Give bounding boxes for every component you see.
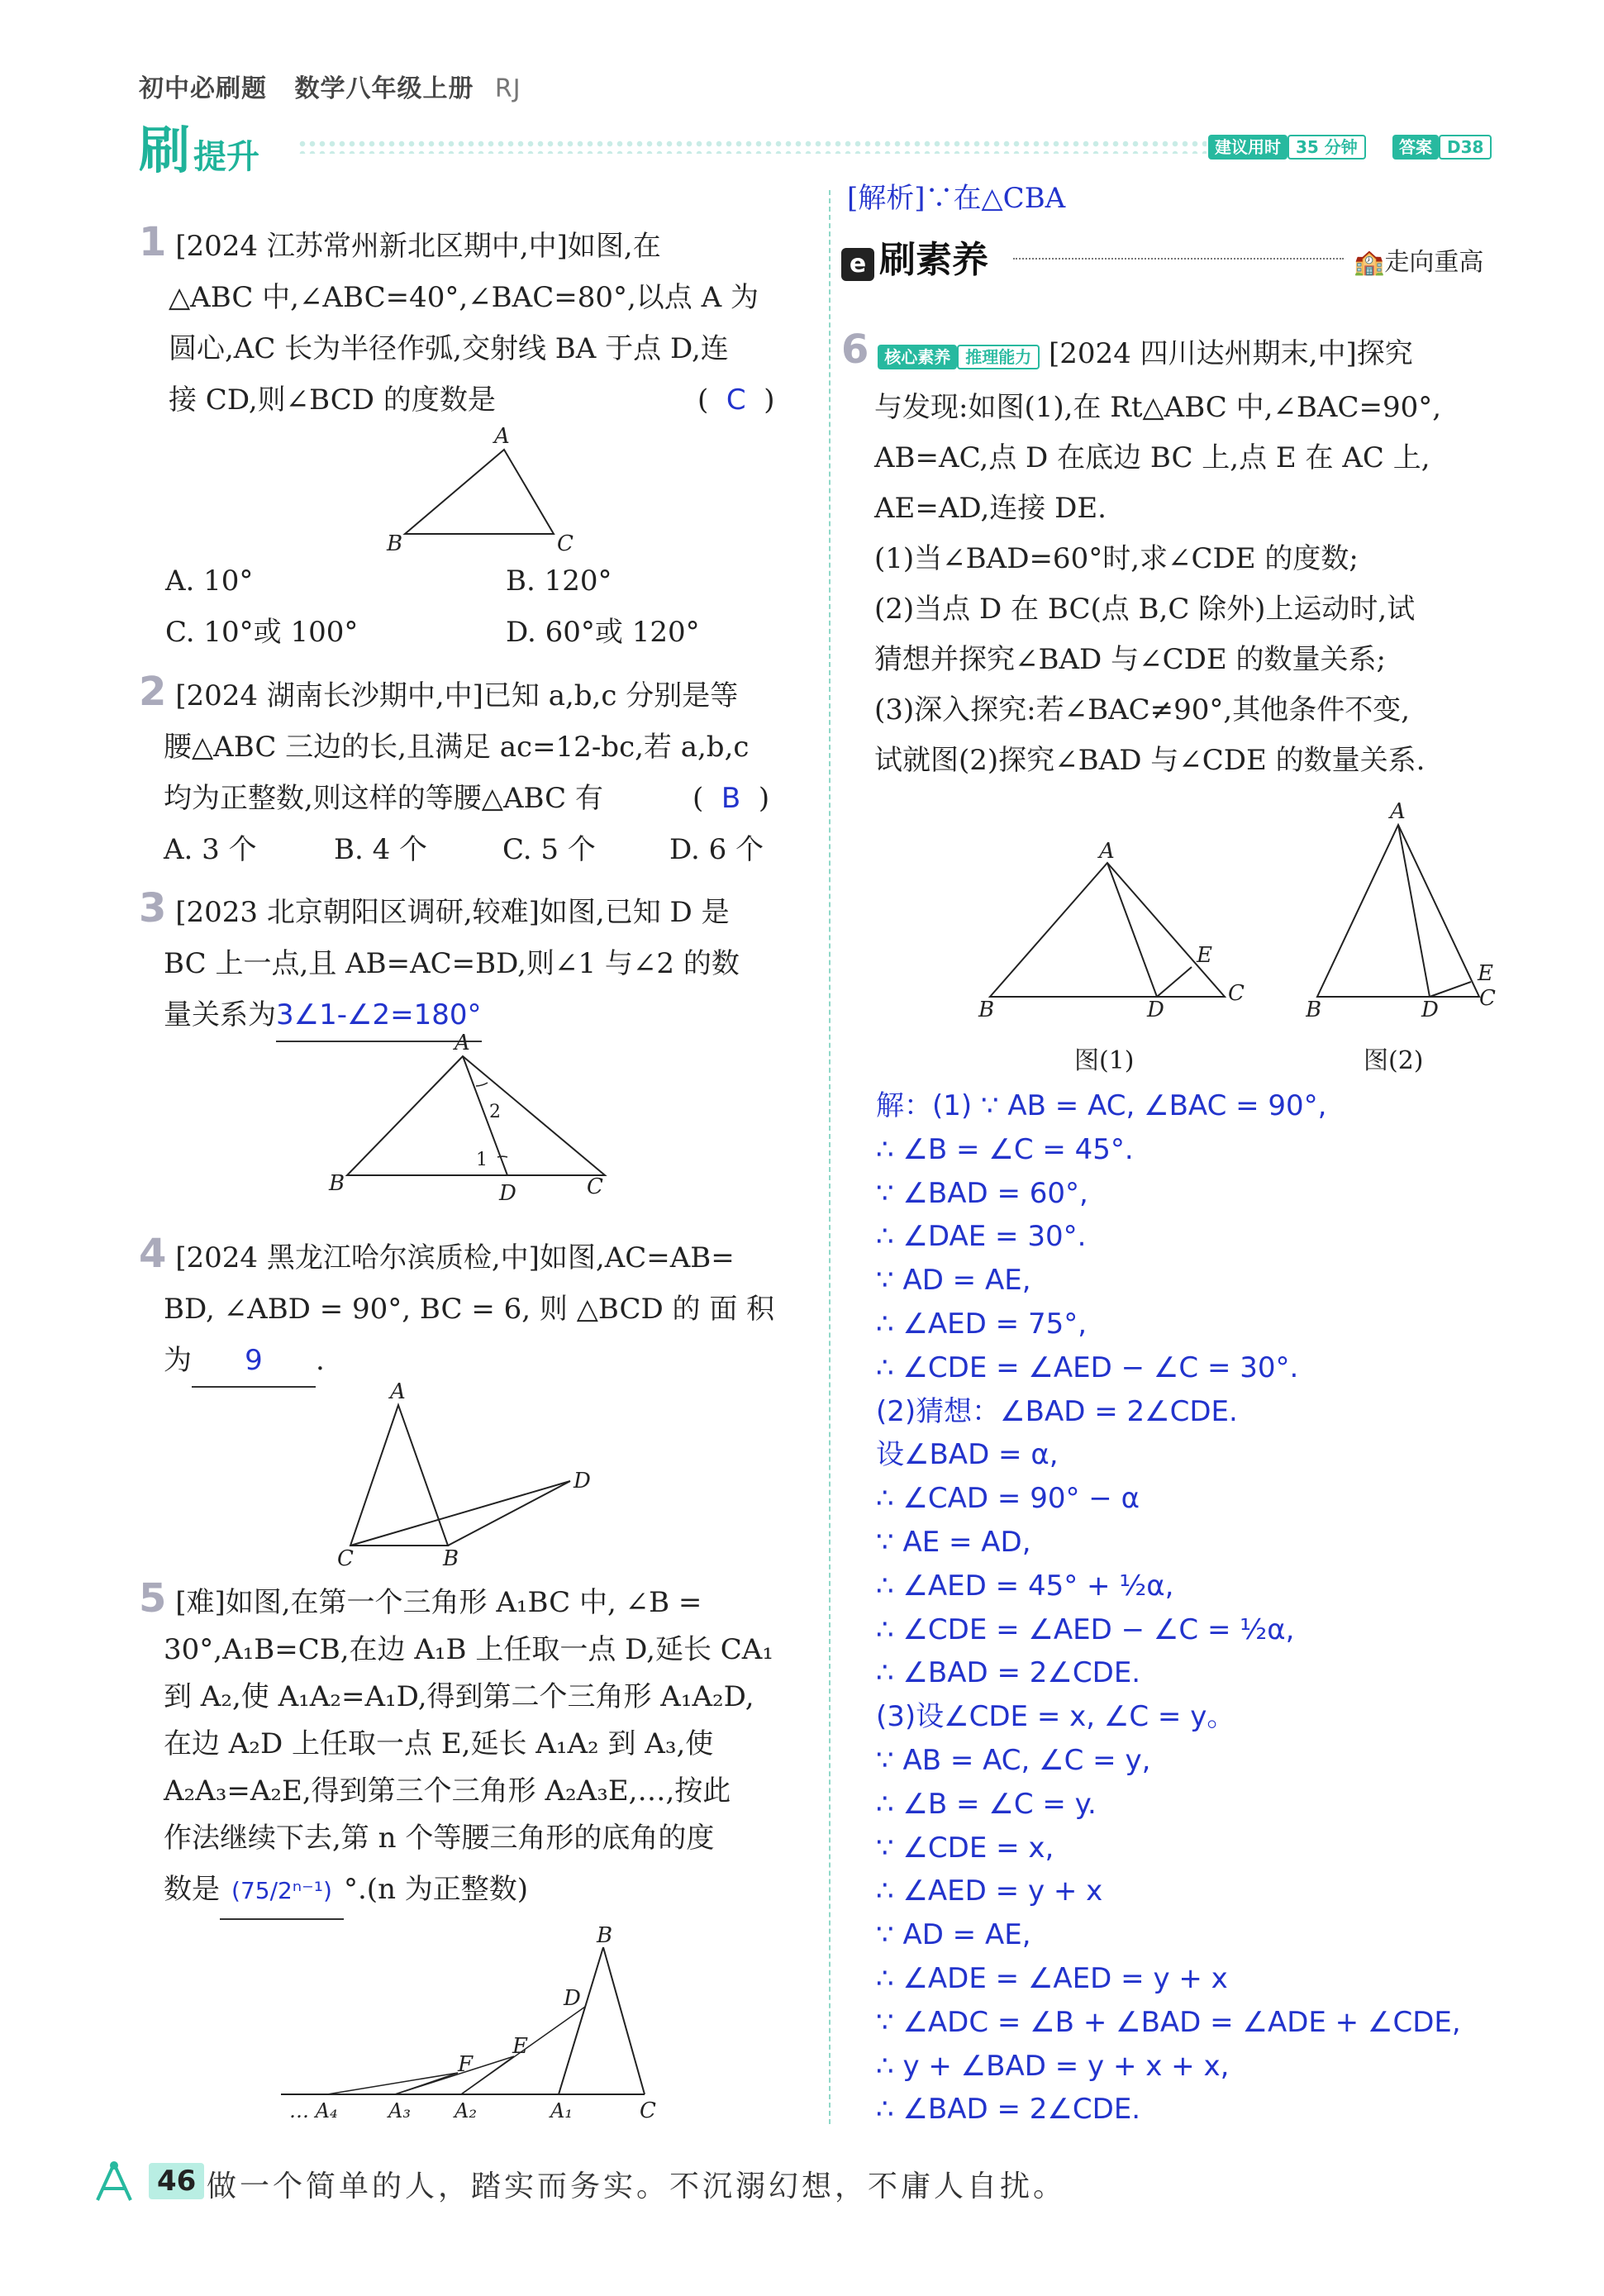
q6-line3: AB=AC,点 D 在底边 BC 上,点 E 在 AC 上, — [874, 441, 1430, 474]
q4-line1: [2024 黑龙江哈尔滨质检,中]如图,AC=AB= — [175, 1241, 735, 1274]
header-dot-band — [297, 139, 1207, 154]
q6-fig2-label-d: D — [1421, 998, 1439, 1017]
time-label: 建议用时 — [1208, 135, 1287, 160]
q3-line3: 量关系为 — [164, 998, 276, 1031]
page-number: 46 — [149, 2163, 204, 2199]
q3-label-1: 1 — [476, 1150, 488, 1170]
question-4: 4 [2024 黑龙江哈尔滨质检,中]如图,AC=AB= BD, ∠ABD = 90°, BC = 6, 则 △BCD 的 面 积 为 9 . — [139, 1228, 800, 1388]
q3-answer: 3∠1-∠2=180° — [276, 989, 482, 1042]
q4-label-c: C — [337, 1546, 354, 1569]
q6-line1: [2024 四川达州期末,中]探究 — [1049, 337, 1413, 370]
q6-tag-core: 核心素养 — [878, 345, 957, 369]
q1-option-c: C. 10°或 100° — [165, 616, 359, 649]
q5-line3: 到 A₂,使 A₁A₂=A₁D,得到第二个三角形 A₁A₂D, — [164, 1680, 754, 1713]
q3-angle-2-arc — [476, 1083, 488, 1086]
q5-line7-post: °.(n 为正整数) — [344, 1873, 529, 1906]
solution-line: 解：(1) ∵ AB = AC, ∠BAC = 90°, — [876, 1089, 1327, 1122]
solution-line: ∵ AD = AE, — [876, 1918, 1031, 1952]
q6-line4: AE=AD,连接 DE. — [874, 492, 1107, 525]
q1-label-c: C — [557, 531, 574, 554]
q5-label-a2: A₂ — [455, 2099, 477, 2122]
solution-line: ∵ ∠BAD = 60°, — [876, 1176, 1088, 1210]
section-title-text: 刷素养 — [879, 239, 988, 281]
q5-label-e: E — [512, 2034, 528, 2059]
solution-line: ∴ ∠CDE = ∠AED − ∠C = ½α, — [876, 1612, 1295, 1646]
question-5 — [139, 1575, 808, 1920]
q4-number: 4 — [139, 1231, 167, 1277]
q5-label-a4: … A₄ — [289, 2099, 338, 2122]
school-icon: 🏫 — [1354, 248, 1385, 277]
q5-line7-pre: 数是 — [164, 1873, 220, 1906]
q5-segment-a1d — [559, 2007, 585, 2094]
q5-label-a1: A₁ — [550, 2099, 573, 2122]
q3-label-d: D — [499, 1181, 516, 1206]
q1-triangle — [405, 450, 554, 534]
q1-label-a: A — [494, 424, 510, 449]
q2-number: 2 — [139, 669, 167, 715]
subject-name: 数学八年级上册 — [294, 74, 474, 103]
q5-line1: [难]如图,在第一个三角形 A₁BC 中, ∠B = — [175, 1586, 702, 1619]
brand-small: 提升 — [193, 138, 260, 176]
q4-label-d: D — [574, 1469, 591, 1493]
q5-number: 5 — [139, 1575, 167, 1622]
q5-label-a3: A₃ — [388, 2099, 411, 2122]
q1-option-a: A. 10° — [165, 564, 254, 598]
q4-label-b: B — [443, 1546, 459, 1569]
q5-label-d: D — [564, 1986, 581, 2011]
q6-fig2-label-b: B — [1306, 998, 1322, 1017]
q6-fig1-ad — [1107, 863, 1157, 997]
time-badge — [1208, 134, 1366, 158]
q4-line3: 为 — [164, 1344, 192, 1377]
solution-line: ∴ ∠DAE = 30°. — [876, 1220, 1087, 1254]
q5-line6: 作法继续下去,第 n 个等腰三角形的底角的度 — [164, 1822, 715, 1855]
q5-line2: 30°,A₁B=CB,在边 A₁B 上任取一点 D,延长 CA₁ — [164, 1633, 773, 1666]
q3-angle-1-arc — [497, 1156, 507, 1157]
q6-fig1-triangle — [990, 863, 1225, 997]
q6-figure-1 — [975, 835, 1256, 1017]
q6-fig1-label-c: C — [1228, 981, 1245, 1006]
section-dotted-rule — [1013, 258, 1344, 260]
solution-line: ∴ ∠AED = 45° + ½α, — [876, 1569, 1174, 1603]
solution-line: 设∠BAD = α, — [876, 1438, 1059, 1472]
solution-line: ∴ ∠BAD = 2∠CDE. — [876, 1656, 1141, 1690]
q2-option-d: D. 6 个 — [669, 833, 764, 866]
q6-line5: (1)当∠BAD=60°时,求∠CDE 的度数; — [874, 542, 1359, 575]
q1-line3: 圆心,AC 长为半径作弧,交射线 BA 于点 D,连 — [169, 332, 729, 365]
q6-fig2-caption: 图(2) — [1364, 1046, 1424, 1075]
q6-fig2-de — [1430, 982, 1471, 997]
question-3 — [139, 883, 800, 1042]
section-right-label — [1354, 241, 1483, 278]
brand-title — [139, 109, 259, 183]
q6-line9: 试就图(2)探究∠BAD 与∠CDE 的数量关系. — [874, 744, 1426, 777]
solution-line: ∵ AD = AE, — [876, 1264, 1031, 1298]
time-value: 35 分钟 — [1287, 135, 1366, 160]
q5-label-b: B — [597, 1923, 613, 1948]
q2-option-a: A. 3 个 — [164, 833, 257, 866]
q4-answer: 9 — [192, 1335, 316, 1388]
q2-answer: B — [721, 782, 741, 815]
solution-line: ∴ ∠AED = 75°, — [876, 1307, 1088, 1341]
answer-badge — [1392, 134, 1492, 158]
q5-segment-a3f — [395, 2073, 458, 2094]
analysis-note: [解析]∵在△CBA — [847, 182, 1066, 215]
footer-motto: 做一个简单的人，踏实而务实。不沉溺幻想，不庸人自扰。 — [207, 2170, 1067, 2203]
question-2 — [139, 666, 800, 875]
q6-figure-2 — [1306, 793, 1521, 1017]
edition: RJ — [494, 74, 521, 103]
q1-label-b: B — [387, 531, 403, 554]
section-logo-icon: e — [841, 248, 874, 281]
q1-line2: △ABC 中,∠ABC=40°,∠BAC=80°,以点 A 为 — [169, 281, 759, 314]
solution-line: ∵ ∠ADC = ∠B + ∠BAD = ∠ADE + ∠CDE, — [876, 2005, 1461, 2039]
q3-figure — [322, 1033, 636, 1207]
q6-tag-reasoning: 推理能力 — [957, 345, 1040, 369]
q5-line4: 在边 A₂D 上任取一点 E,延长 A₁A₂ 到 A₃,使 — [164, 1727, 714, 1760]
q2-option-b: B. 4 个 — [334, 833, 428, 866]
compass-icon-graphic — [89, 2159, 139, 2205]
q5-line5: A₂A₃=A₂E,得到第三个三角形 A₂A₃E,…,按此 — [164, 1774, 731, 1808]
q5-answer: (75/2ⁿ⁻¹) — [220, 1864, 344, 1920]
q6-fig1-caption: 图(1) — [1074, 1046, 1135, 1075]
q4-triangle-abc — [350, 1405, 448, 1546]
q6-fig2-triangle — [1317, 825, 1479, 997]
series-name: 初中必刷题 — [139, 74, 267, 103]
header-series — [139, 68, 521, 104]
q1-line4: 接 CD,则∠BCD 的度数是 — [169, 383, 496, 417]
solution-line: ∴ ∠BAD = 2∠CDE. — [876, 2093, 1141, 2127]
column-divider — [829, 190, 831, 2124]
q6-fig1-de — [1157, 967, 1192, 997]
q3-label-b: B — [329, 1171, 345, 1196]
q6-line6: (2)当点 D 在 BC(点 B,C 除外)上运动时,试 — [874, 593, 1416, 626]
solution-line: (3)设∠CDE = x, ∠C = y。 — [876, 1700, 1235, 1734]
q1-line1: [2024 江苏常州新北区期中,中]如图,在 — [175, 230, 661, 263]
q6-fig2-label-c: C — [1479, 986, 1496, 1011]
q6-fig2-label-a: A — [1390, 799, 1406, 824]
q1-number: 1 — [139, 219, 167, 265]
q3-label-c: C — [587, 1174, 603, 1199]
q3-line2: BC 上一点,且 AB=AC=BD,则∠1 与∠2 的数 — [164, 947, 740, 980]
q2-line3: 均为正整数,则这样的等腰△ABC 有 — [164, 782, 603, 815]
q3-label-2: 2 — [489, 1102, 501, 1122]
solution-line: ∵ ∠CDE = x, — [876, 1831, 1054, 1865]
solution-line: ∴ ∠AED = y + x — [876, 1874, 1103, 1908]
q6-solution — [876, 1084, 1461, 2132]
q6-line7: 猜想并探究∠BAD 与∠CDE 的数量关系; — [874, 643, 1386, 676]
solution-line: ∴ y + ∠BAD = y + x + x, — [876, 2049, 1230, 2083]
q1-answer-bracket: ( C ) — [697, 383, 775, 417]
q1-option-d: D. 60°或 120° — [506, 616, 700, 649]
solution-line: ∴ ∠CDE = ∠AED − ∠C = 30°. — [876, 1350, 1299, 1384]
q5-label-c: C — [640, 2098, 656, 2123]
compass-icon — [89, 2159, 139, 2205]
brand-big: 刷 — [139, 120, 191, 180]
question-1 — [139, 217, 800, 426]
solution-line: ∴ ∠CAD = 90° − α — [876, 1482, 1140, 1516]
q6-fig2-label-e: E — [1478, 961, 1493, 986]
q6-fig2-ad — [1398, 825, 1430, 997]
q2-line1: [2024 湖南长沙期中,中]已知 a,b,c 分别是等 — [175, 679, 739, 712]
section-title — [841, 230, 988, 283]
solution-line: ∵ AB = AC, ∠C = y, — [876, 1743, 1151, 1777]
q5-label-f: F — [458, 2052, 474, 2077]
section-right-text: 走向重高 — [1384, 248, 1484, 277]
q2-option-c: C. 5 个 — [502, 833, 596, 866]
q4-segment-cd — [350, 1481, 570, 1546]
q4-line2: BD, ∠ABD = 90°, BC = 6, 则 △BCD 的 面 积 — [164, 1293, 775, 1326]
q6-fig1-label-b: B — [978, 998, 995, 1017]
q5-segment-fa4 — [327, 2073, 458, 2094]
q5-segment-cb — [603, 1947, 645, 2094]
q4-figure — [322, 1379, 603, 1569]
q3-number: 3 — [139, 885, 167, 931]
q4-segment-bd — [448, 1481, 570, 1546]
answer-label: 答案 — [1392, 135, 1439, 160]
solution-line: ∴ ∠B = ∠C = y. — [876, 1787, 1097, 1821]
q3-line1: [2023 北京朝阳区调研,较难]如图,已知 D 是 — [175, 896, 730, 929]
q4-label-a: A — [390, 1379, 406, 1404]
solution-line: (2)猜想：∠BAD = 2∠CDE. — [876, 1394, 1238, 1428]
answer-value: D38 — [1439, 135, 1492, 160]
q6-fig1-label-e: E — [1197, 943, 1212, 968]
q5-figure — [273, 1917, 669, 2124]
solution-line: ∴ ∠B = ∠C = 45°. — [876, 1132, 1134, 1166]
q6-line8: (3)深入探究:若∠BAC≠90°,其他条件不变, — [874, 693, 1411, 726]
q2-line2: 腰△ABC 三边的长,且满足 ac=12-bc,若 a,b,c — [164, 731, 750, 764]
q6-number: 6 — [841, 326, 869, 373]
q1-option-b: B. 120° — [506, 564, 612, 598]
q6-fig1-label-a: A — [1099, 839, 1115, 864]
solution-line: ∴ ∠ADE = ∠AED = y + x — [876, 1961, 1228, 1995]
q6-fig1-label-d: D — [1147, 998, 1164, 1017]
solution-line: ∵ AE = AD, — [876, 1525, 1031, 1559]
q2-answer-bracket: ( B ) — [693, 782, 770, 815]
q6-line2: 与发现:如图(1),在 Rt△ABC 中,∠BAC=90°, — [874, 391, 1442, 424]
q1-figure — [372, 422, 587, 554]
question-6 — [841, 324, 1527, 786]
q1-answer: C — [726, 383, 746, 417]
q3-label-a: A — [455, 1033, 470, 1055]
